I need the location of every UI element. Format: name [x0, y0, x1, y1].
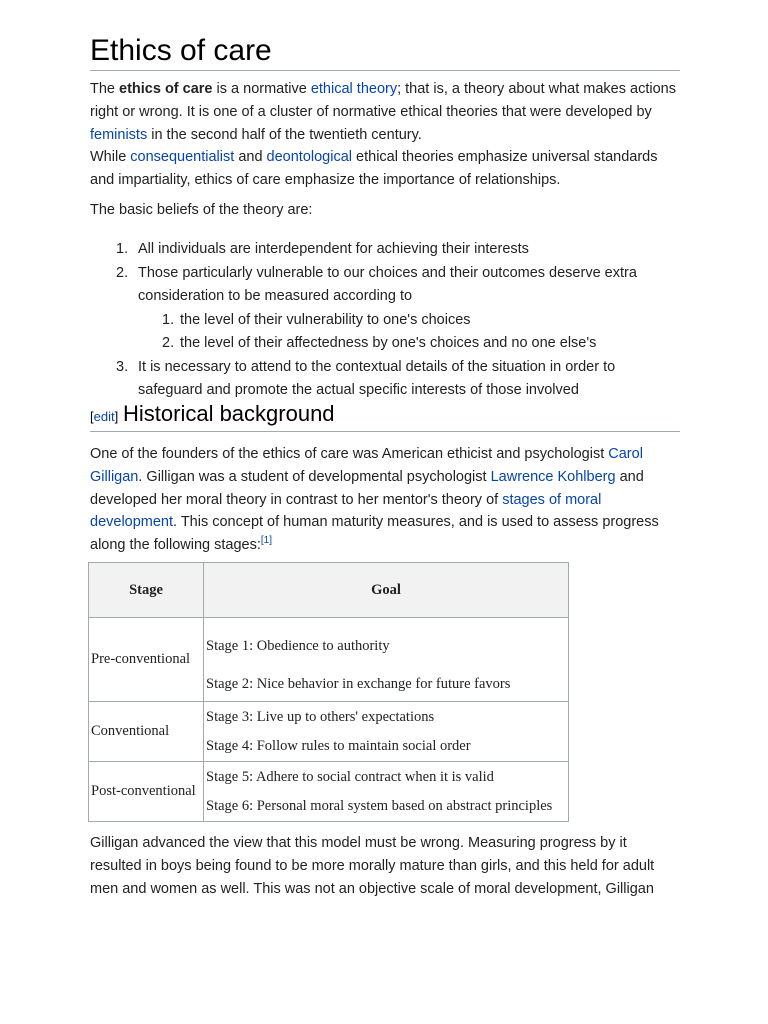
link-stages-of-moral-development[interactable]: stages of moral development	[90, 491, 602, 531]
goal-line: Stage 2: Nice behavior in exchange for future favors	[206, 675, 511, 692]
beliefs-intro: The basic beliefs of the theory are:	[90, 202, 313, 218]
citation-link[interactable]: [1]	[260, 535, 273, 547]
link-lawrence-kohlberg[interactable]: Lawrence Kohlberg	[490, 468, 616, 485]
goal-line: Stage 4: Follow rules to maintain social order	[206, 738, 471, 754]
goal-cell	[204, 618, 569, 702]
goal-cell	[204, 702, 569, 762]
link-deontological[interactable]: deontological	[266, 149, 353, 166]
history-paragraph: One of the founders of the ethics of care was American ethicist and psychologist Carol Gilligan. Gilligan was a student of developmental psychologist Lawrence Kohlberg and developed her moral theory in contrast to her mentor's theory of stages of moral development. This concept of human maturity measures, and is used to assess progress along the following stages:[1]	[90, 446, 659, 554]
sub-list-item: 1. the level of their vulnerability to one's choices	[162, 311, 471, 328]
sub-list-item: 2. the level of their affectedness by one's choices and no one else's	[162, 335, 597, 351]
section-heading	[90, 400, 680, 432]
link-carol-gilligan[interactable]: Carol Gilligan	[90, 446, 643, 485]
column-header-goal: Goal	[204, 563, 569, 618]
table-header-row	[89, 563, 569, 618]
table-row	[89, 618, 569, 702]
table-row	[89, 762, 569, 822]
stage-cell: Pre-conventional	[89, 618, 204, 702]
link-feminists[interactable]: feminists	[90, 126, 148, 143]
list-item: 1. All individuals are interdependent for achieving their interests	[116, 241, 529, 257]
stages-table	[88, 562, 569, 822]
table-row	[89, 702, 569, 762]
list-item: 3. It is necessary to attend to the contextual details of the situation in order to safeguard and promote the actual specific interests of those involved	[116, 358, 616, 398]
stage-cell: Post-conventional	[89, 762, 204, 822]
goal-line: Stage 5: Adhere to social contract when it is valid	[206, 769, 494, 785]
page-title: Ethics of care	[90, 32, 680, 71]
sub-list	[138, 309, 680, 356]
bold-term: ethics of care	[119, 81, 213, 97]
goal-line: Stage 3: Live up to others' expectations	[206, 709, 435, 725]
stage-cell: Conventional	[89, 702, 204, 762]
list-item: 2. Those particularly vulnerable to our choices and their outcomes deserve extra consideration to be measured according to 1. the level of their vulnerability to one's choices 2. the level of their affectedness by one's choices and no one else's	[90, 262, 680, 356]
goal-cell	[204, 762, 569, 822]
beliefs-list	[90, 238, 680, 403]
section-title: Historical background	[123, 401, 335, 426]
goal-line: Stage 1: Obedience to authority	[206, 637, 390, 654]
edit-link[interactable]: edit	[93, 409, 115, 424]
link-consequentialist[interactable]: consequentialist	[130, 149, 235, 166]
edit-section: [edit]	[90, 409, 119, 424]
link-ethical-theory[interactable]: ethical theory	[310, 81, 398, 97]
goal-line: Stage 6: Personal moral system based on abstract principles	[206, 798, 553, 814]
column-header-stage: Stage	[89, 563, 204, 618]
closing-paragraph: Gilligan advanced the view that this model must be wrong. Measuring progress by it resulted in boys being found to be more morally mature than girls, and this held for adult men and women as well. This was not an objective scale of moral development, Gilligan	[90, 835, 655, 897]
intro-paragraph: The ethics of care is a normative ethical theory; that is, a theory about what makes actions right or wrong. It is one of a cluster of normative ethical theories that were developed by feminists in the second half of the twentieth century. While consequentialist and deontological ethical theories emphasize universal standards and impartiality, ethics of care emphasize the importance of relationships.	[90, 81, 676, 189]
